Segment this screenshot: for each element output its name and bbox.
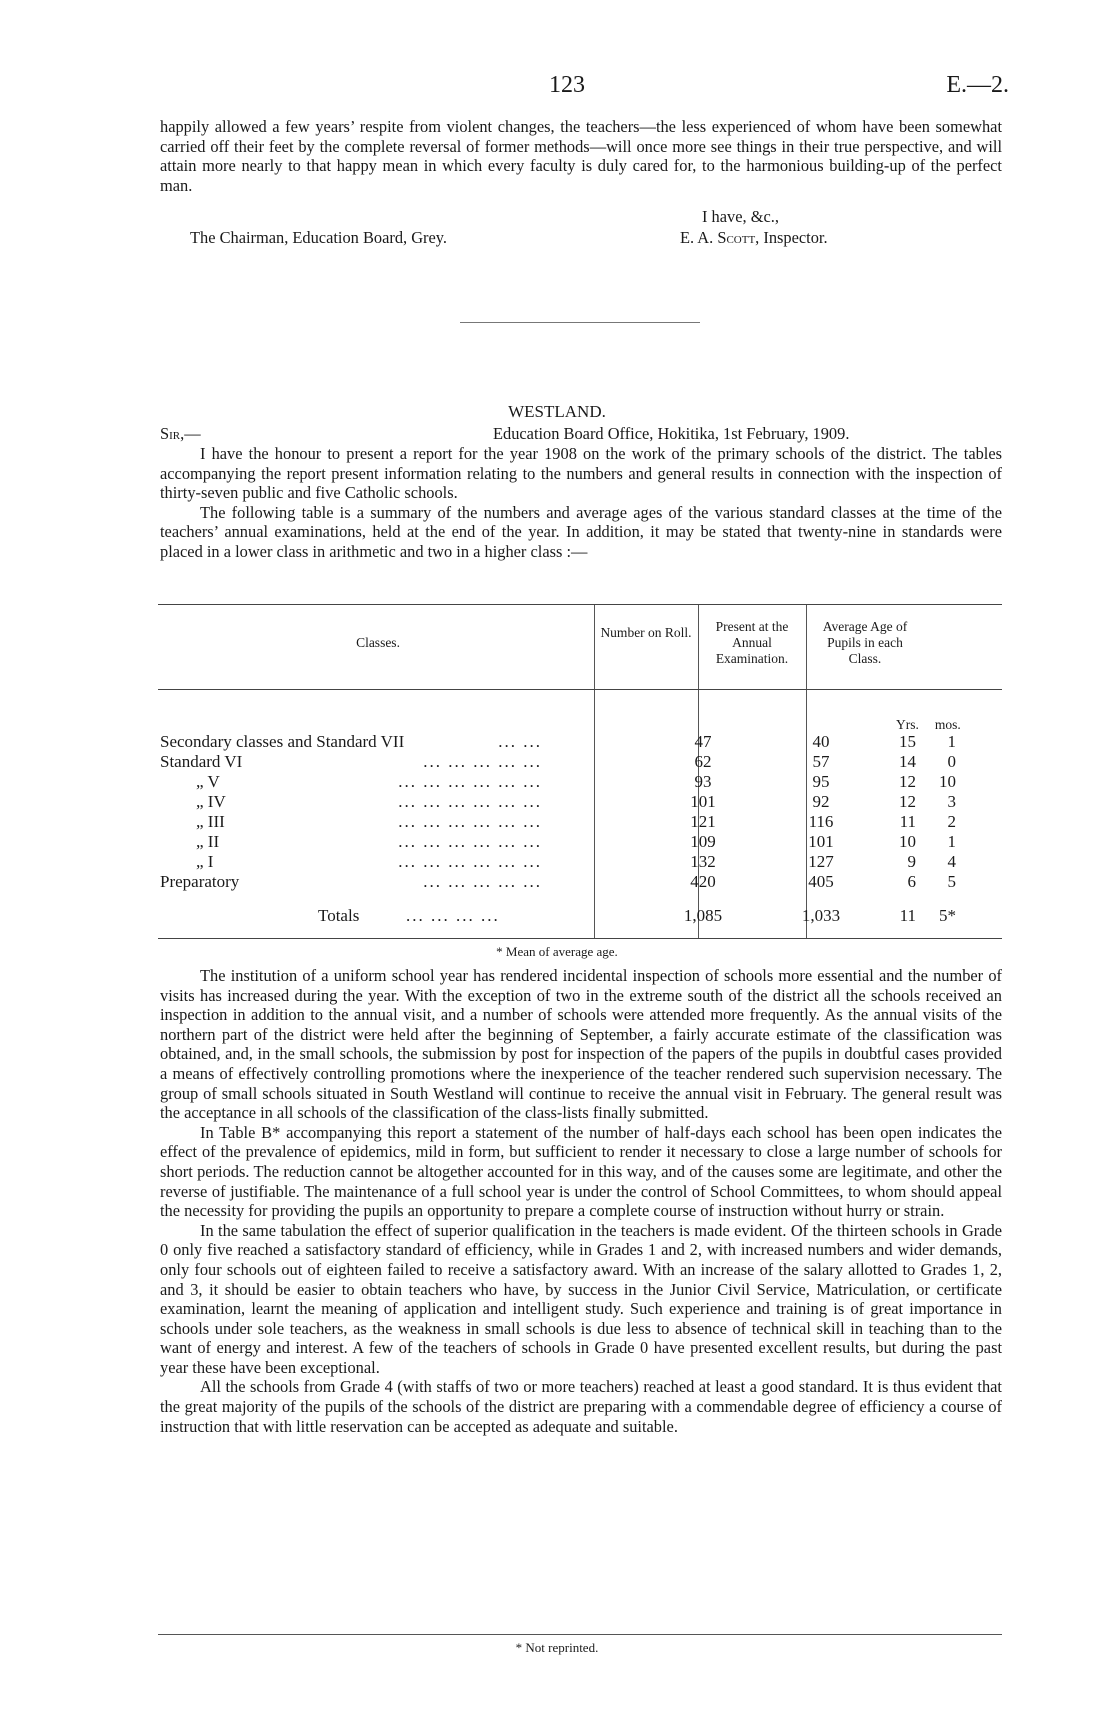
- cell-roll: 47: [694, 732, 712, 751]
- cell-years: 10: [899, 832, 916, 851]
- cell-roll: 101: [690, 792, 716, 811]
- pre-table-text: [160, 444, 1002, 562]
- table-row: [158, 752, 1002, 772]
- cell-roll: 132: [690, 852, 716, 871]
- cell-roll: 62: [694, 752, 712, 771]
- cell-months: 10: [939, 772, 956, 791]
- total-months: 5*: [939, 906, 956, 925]
- cell-months: 5: [947, 872, 956, 891]
- leader-dots: ... ...: [498, 732, 542, 751]
- cell-months: 3: [947, 792, 956, 811]
- age-units: [896, 717, 977, 733]
- cell-roll: 121: [690, 812, 716, 831]
- row-label: „ IV: [196, 792, 226, 811]
- paragraph: All the schools from Grade 4 (with staffs of two or more teachers) reached at least a good standard. It is thus evident that the great majority of the pupils of the schools of the district are preparing with a commendable degree of efficiency a course of instruction that with little reservation can be accepted as adequate and suitable.: [160, 1377, 1002, 1436]
- table-row: [158, 772, 1002, 792]
- cell-present: 127: [808, 852, 834, 871]
- cell-years: 12: [899, 772, 916, 791]
- paragraph: The institution of a uniform school year has rendered incidental inspection of schools more essential and the number of visits has increased during the year. With the exception of two in the extreme south of the district all the schools received an inspection in addition to the annual visit, and a number of schools were attended more frequently. As the annual visits of the northern part of the district were held after the beginning of September, a fairly accurate estimate of the classification was obtained, and, in the small schools, the submission by post for inspection of the papers of the pupils in doubtful cases provided a means of effectively controlling promotions where the inexperience of the teacher rendered such supervision necessary. The group of small schools situated in South Westland will continue to receive the annual visit in February. The general result was the acceptance in all schools of the classification of the class-lists finally submitted.: [160, 966, 1002, 1123]
- cell-roll: 93: [694, 772, 712, 791]
- row-label: „ III: [196, 812, 225, 831]
- salutation: Sir,—: [160, 424, 201, 443]
- row-label: „ V: [196, 772, 220, 791]
- table-totals-row: [158, 906, 1002, 926]
- cell-months: 1: [947, 732, 956, 751]
- row-label: Secondary classes and Standard VII: [160, 732, 405, 751]
- section-divider: [460, 322, 700, 323]
- post-table-text: [160, 966, 1002, 1436]
- leader-dots: ... ... ... ... ... ...: [398, 852, 542, 871]
- addressee: The Chairman, Education Board, Grey.: [190, 228, 448, 247]
- cell-years: 12: [899, 792, 916, 811]
- table-row: [158, 852, 1002, 872]
- cell-years: 11: [899, 812, 916, 831]
- page-number: 123: [549, 72, 585, 98]
- header-present: Present at the Annual Examination.: [715, 619, 789, 666]
- table-row: [158, 832, 1002, 852]
- cell-years: 15: [899, 732, 916, 751]
- cell-present: 40: [812, 732, 830, 751]
- cell-present: 92: [812, 792, 830, 811]
- cell-roll: 420: [690, 872, 716, 891]
- cell-present: 116: [808, 812, 834, 831]
- units-months: mos.: [934, 717, 961, 732]
- table-row: [158, 872, 1002, 892]
- letter-signoff: [160, 207, 1002, 247]
- leader-dots: ... ... ... ... ... ...: [398, 812, 542, 831]
- header-roll: Number on Roll.: [600, 625, 692, 640]
- page-header: [0, 72, 1114, 102]
- cell-present: 95: [812, 772, 830, 791]
- leader-dots: ... ... ... ... ... ...: [398, 772, 542, 791]
- cell-present: 101: [808, 832, 834, 851]
- cell-years: 9: [907, 852, 916, 871]
- header-rule: [158, 689, 1002, 690]
- total-roll: 1,085: [683, 906, 723, 925]
- table-row: [158, 792, 1002, 812]
- cell-roll: 109: [690, 832, 716, 851]
- cell-present: 405: [808, 872, 834, 891]
- cell-months: 0: [947, 752, 956, 771]
- section-title: WESTLAND.: [508, 402, 606, 421]
- paragraph: In the same tabulation the effect of superior qualification in the teachers is made evident. Of the thirteen schools in Grade 0 only five reached a satisfactory standard of efficiency, while in Grades 1 and 2, with increased numbers and wider demands, only four schools out of eighteen failed to receive a satisfactory award. With an increase of the salary allotted to Grades 1, 2, and 3, it should be easier to obtain teachers who have, by success in the Junior Civil Service, Matriculation, or certificate examination, learnt the meaning of application and intelligent study. Such experience and training is of great importance in schools under sole teachers, as the weakness in small schools is due less to absence of technical skill in teaching than to the want of energy and interest. A few of the teachers of schools in Grade 0 have presented excellent results, but during the past year these have been exceptional.: [160, 1220, 1002, 1377]
- leader-dots: ... ... ... ... ...: [423, 752, 542, 771]
- cell-present: 57: [812, 752, 830, 771]
- signature: [680, 228, 828, 248]
- row-label: Standard VI: [160, 752, 243, 771]
- paragraph: In Table B* accompanying this report a statement of the number of half-days each school has been open indicates the effect of the prevalence of epidemics, mild in form, but sufficient to render it necessary to close a large number of schools for short periods. The reduction cannot be altogether accounted for in this way, and of the causes some are legitimate, and other the reverse of justifiable. The maintenance of a full school year is under the control of School Committees, to whom should appeal the necessity for providing the pupils an opportunity to prepare a complete course of instruction without hurry or strain.: [160, 1122, 1002, 1221]
- cell-months: 1: [947, 832, 956, 851]
- leader-dots: ... ... ... ... ...: [423, 872, 542, 891]
- header-average-age: Average Age of Pupils in each Class.: [822, 619, 908, 666]
- cell-years: 14: [899, 752, 916, 771]
- paragraph: The following table is a summary of the numbers and average ages of the various standard classes at the time of the teachers’ annual examinations, held at the end of the year. In addition, it may be stated that twenty-nine in standards were placed in a lower class in arithmetic and two in a higher class :—: [160, 502, 1002, 561]
- page-footnote: * Not reprinted.: [515, 1640, 599, 1655]
- classes-table: [158, 604, 1002, 939]
- office-dateline: Education Board Office, Hokitika, 1st February, 1909.: [493, 424, 850, 443]
- total-years: 11: [899, 906, 916, 925]
- header-classes: Classes.: [356, 635, 400, 650]
- row-label: Preparatory: [160, 872, 240, 891]
- cell-years: 6: [907, 872, 916, 891]
- totals-label: Totals: [318, 906, 360, 925]
- document-reference: E.—2.: [946, 72, 1009, 98]
- closing-line: I have, &c.,: [702, 207, 779, 226]
- leader-dots: ... ... ... ... ... ...: [398, 792, 542, 811]
- table-row: [158, 812, 1002, 832]
- signature-name: E. A. Scott,: [680, 228, 760, 247]
- row-label: „ II: [196, 832, 220, 851]
- leader-dots: ... ... ... ...: [406, 906, 500, 925]
- footnote-rule: [158, 1634, 1002, 1635]
- total-present: 1,033: [801, 906, 841, 925]
- signature-title: Inspector.: [763, 228, 828, 247]
- cell-months: 4: [947, 852, 956, 871]
- table-footnote: * Mean of average age.: [496, 944, 618, 959]
- leader-dots: ... ... ... ... ... ...: [398, 832, 542, 851]
- intro-section: [160, 117, 1002, 195]
- units-years: Yrs.: [896, 717, 919, 732]
- row-label: „ I: [196, 852, 214, 871]
- cell-months: 2: [947, 812, 956, 831]
- paragraph: I have the honour to present a report for the year 1908 on the work of the primary schools of the district. The tables accompanying the report present information relating to the numbers and general results in connection with the inspection of thirty-seven public and five Catholic schools.: [160, 444, 1002, 503]
- table-row: [158, 732, 1002, 752]
- intro-paragraph: happily allowed a few years’ respite from violent changes, the teachers—the less experienced of whom have been somewhat carried off their feet by the complete reversal of former methods—will once more see things in their true perspective, and will attain more nearly to that happy mean in which every faculty is duly cared for, to the harmonious building-up of the perfect man.: [160, 117, 1002, 195]
